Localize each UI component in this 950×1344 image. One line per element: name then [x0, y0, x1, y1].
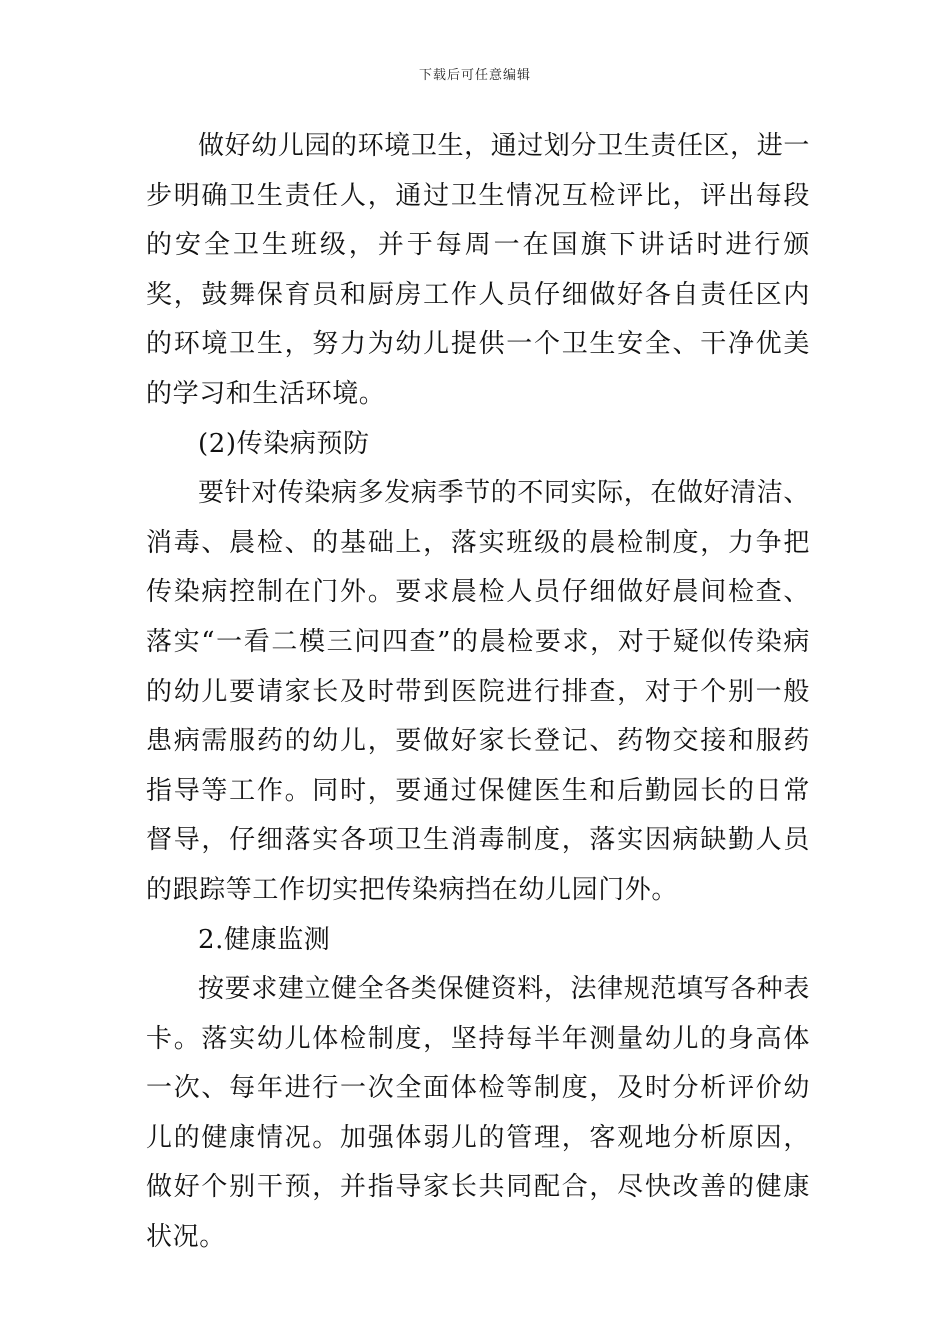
- section-heading-infectious-disease-prevention: (2)传染病预防: [198, 428, 370, 459]
- paragraph-infectious-disease-prevention: 要针对传染病多发病季节的不同实际，在做好清洁、消毒、晨检、的基础上，落实班级的晨检制度，力争把传染病控制在门外。要求晨检人员仔细做好晨间检查、落实“一看二模三问四查”的晨检要求，对于疑似传染病的幼儿要请家长及时带到医院进行排查，对于个别一般患病需服药的幼儿，要做好家长登记、药物交接和服药指导等工作。同时，要通过保健医生和后勤园长的日常督导，仔细落实各项卫生消毒制度，落实因病缺勤人员的跟踪等工作切实把传染病挡在幼儿园门外。: [146, 478, 810, 905]
- section-heading-health-monitoring: 2.健康监测: [198, 924, 331, 955]
- document-body: [146, 122, 810, 1263]
- paragraph-health-monitoring: 按要求建立健全各类保健资料，法律规范填写各种表卡。落实幼儿体检制度，坚持每半年测量幼儿的身高体一次、每年进行一次全面体检等制度，及时分析评价幼儿的健康情况。加强体弱儿的管理，客观地分析原因，做好个别干预，并指导家长共同配合，尽快改善的健康状况。: [146, 974, 810, 1253]
- paragraph-environment-hygiene: 做好幼儿园的环境卫生，通过划分卫生责任区，进一步明确卫生责任人，通过卫生情况互检评比，评出每段的安全卫生班级，并于每周一在国旗下讲话时进行颁奖，鼓舞保育员和厨房工作人员仔细做好各自责任区内的环境卫生，努力为幼儿提供一个卫生安全、干净优美的学习和生活环境。: [146, 131, 810, 409]
- page-header-note: 下载后可任意编辑: [418, 68, 531, 83]
